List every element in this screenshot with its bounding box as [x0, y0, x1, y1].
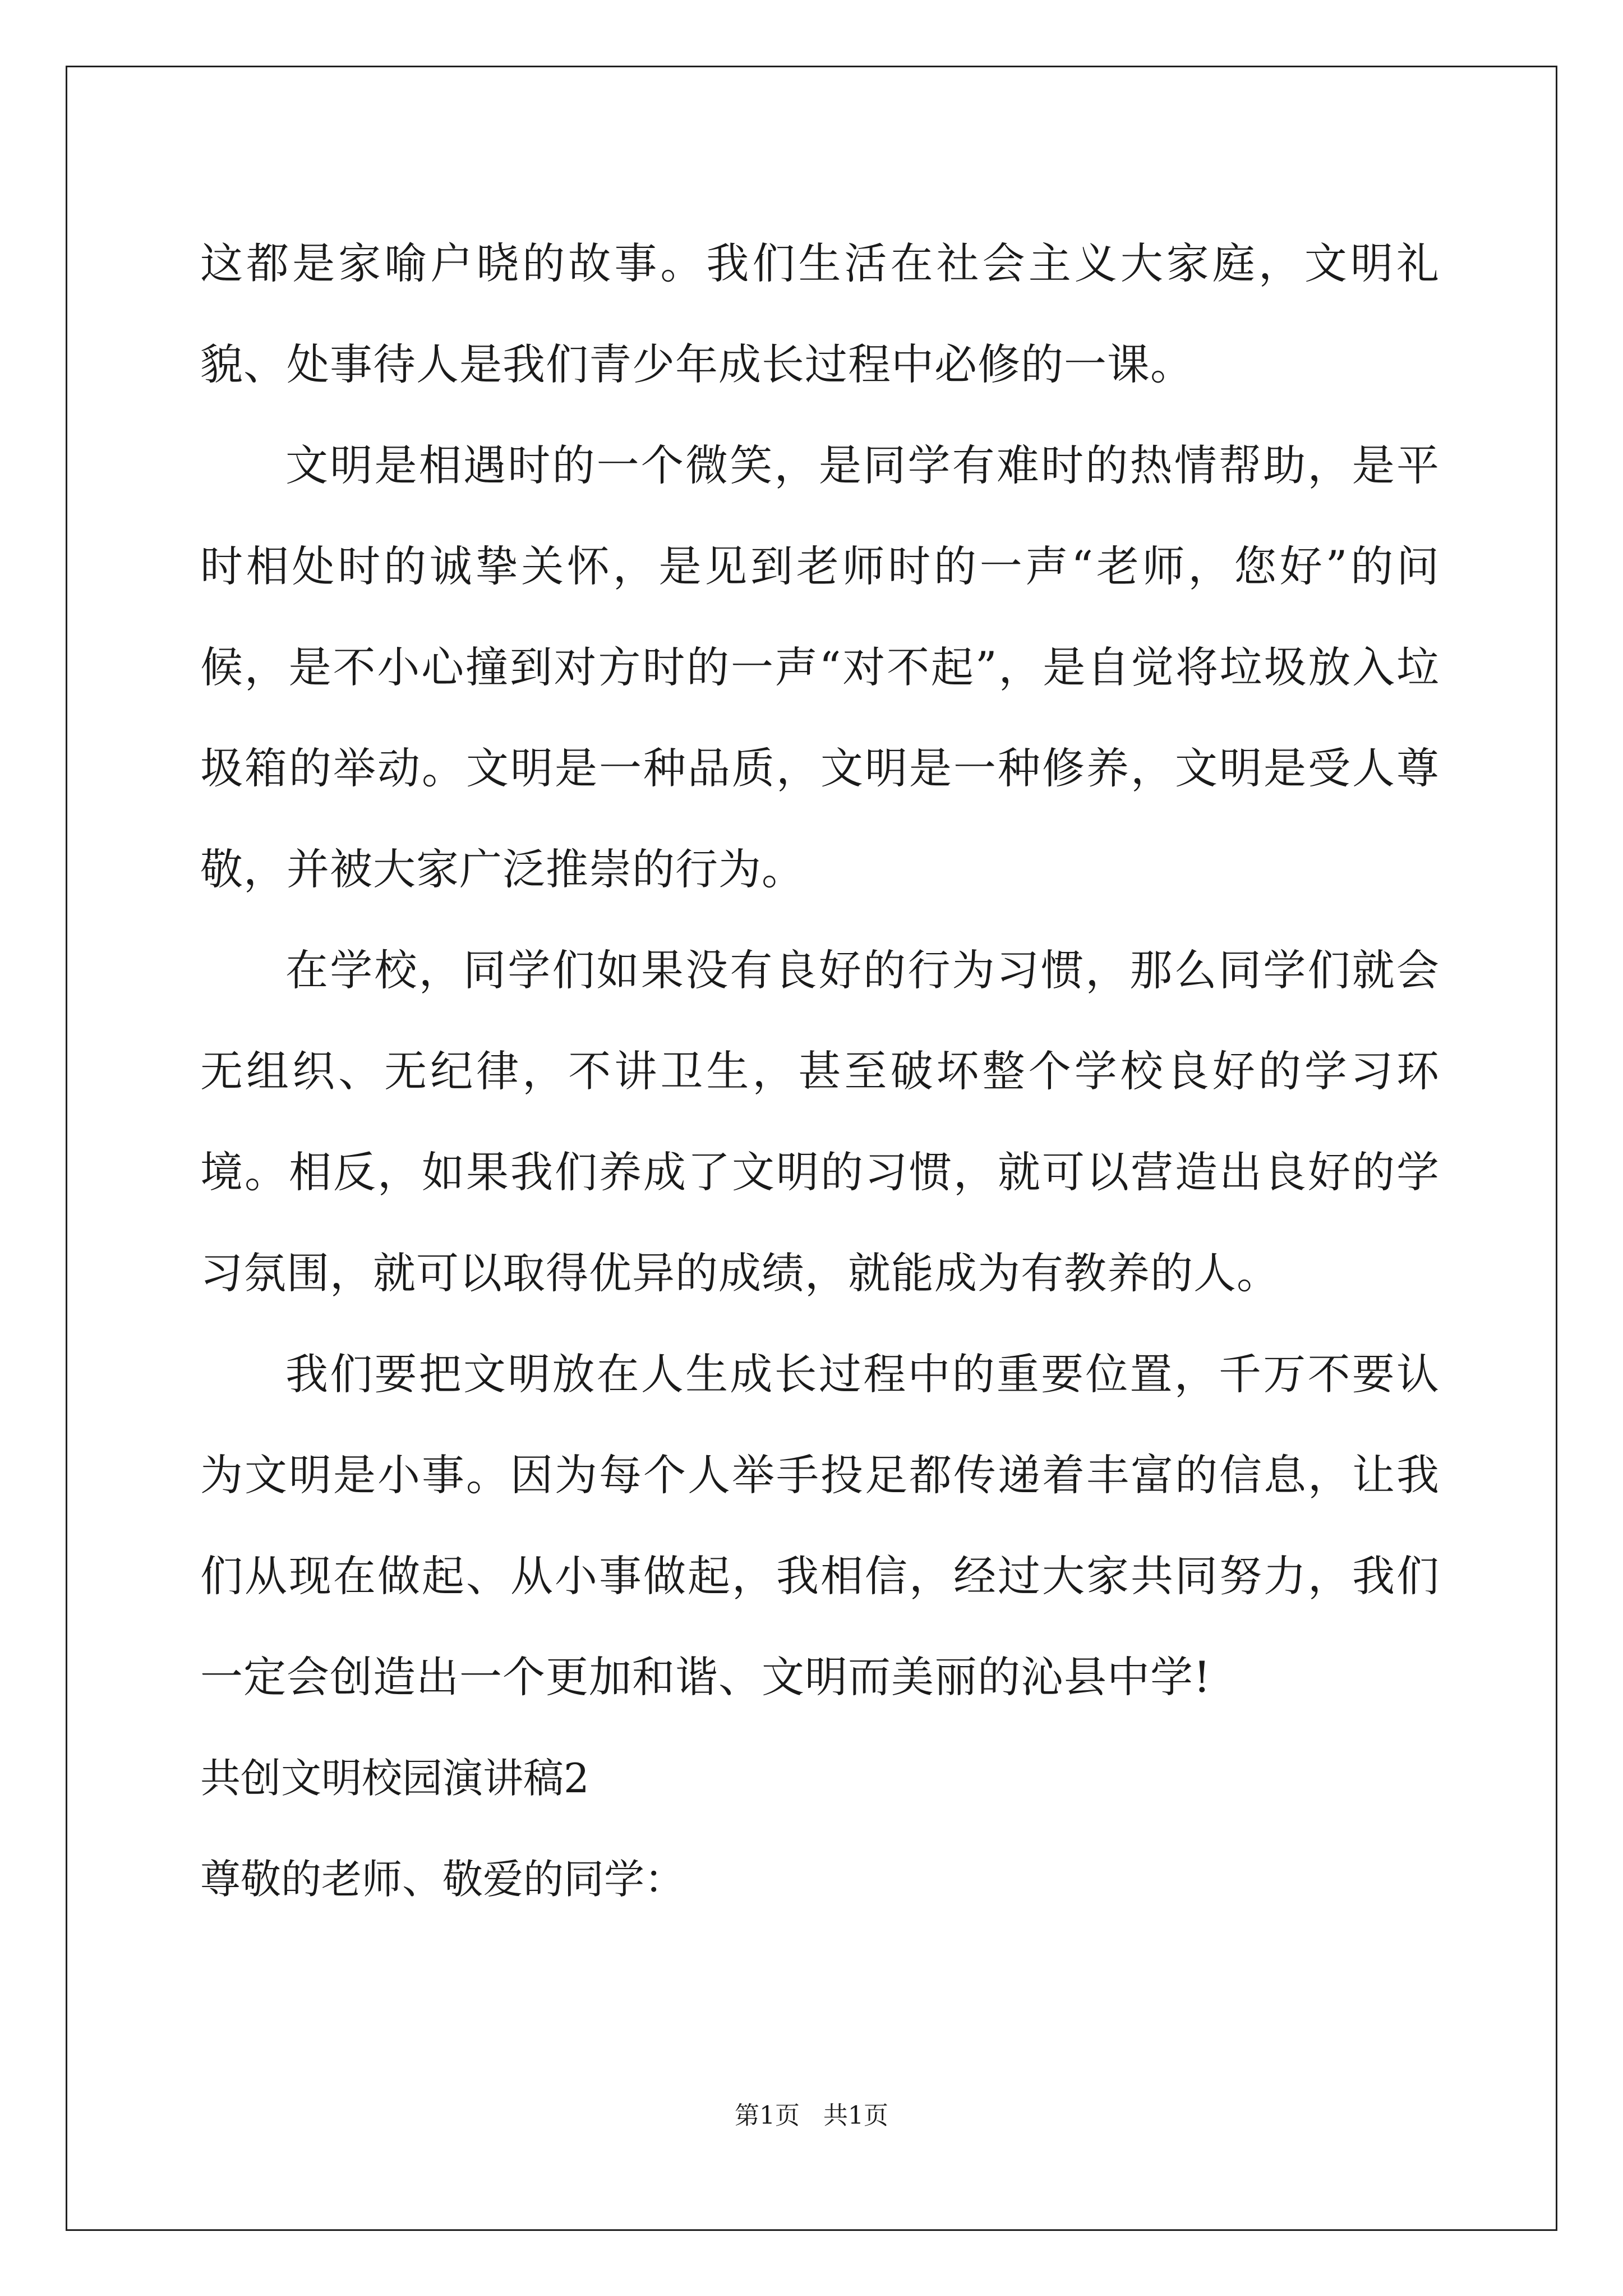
salutation: 尊敬的老师、敬爱的同学：	[200, 1856, 685, 1903]
paragraph: 这都是家喻户晓的故事。我们生活在社会主义大家庭，文明礼貌、处事待人是我们青少年成长过程中必修的一课。	[200, 238, 1440, 389]
paragraph: 我们要把文明放在人生成长过程中的重要位置，千万不要认为文明是小事。因为每个人举手投足都传递着丰富的信息，让我们从现在做起、从小事做起，我相信，经过大家共同努力，我们一定会创造出一个更加和谐、文明而美丽的沁县中学!	[200, 1349, 1440, 1702]
page-number-total: 共1页	[823, 2101, 888, 2130]
page-footer	[0, 2095, 1623, 2131]
section-heading: 共创文明校园演讲稿2	[200, 1755, 589, 1802]
page-number-current: 第1页	[735, 2101, 800, 2130]
document-body	[200, 213, 1440, 1930]
paragraph: 在学校，同学们如果没有良好的行为习惯，那么同学们就会无组织、无纪律，不讲卫生，甚至破坏整个学校良好的学习环境。相反，如果我们养成了文明的习惯，就可以营造出良好的学习氛围，就可以取得优异的成绩，就能成为有教养的人。	[200, 945, 1440, 1298]
paragraph: 文明是相遇时的一个微笑，是同学有难时的热情帮助，是平时相处时的诚挚关怀，是见到老师时的一声“老师，您好”的问候，是不小心撞到对方时的一声“对不起”，是自觉将垃圾放入垃圾箱的举动。文明是一种品质，文明是一种修养，文明是受人尊敬，并被大家广泛推崇的行为。	[200, 440, 1440, 894]
